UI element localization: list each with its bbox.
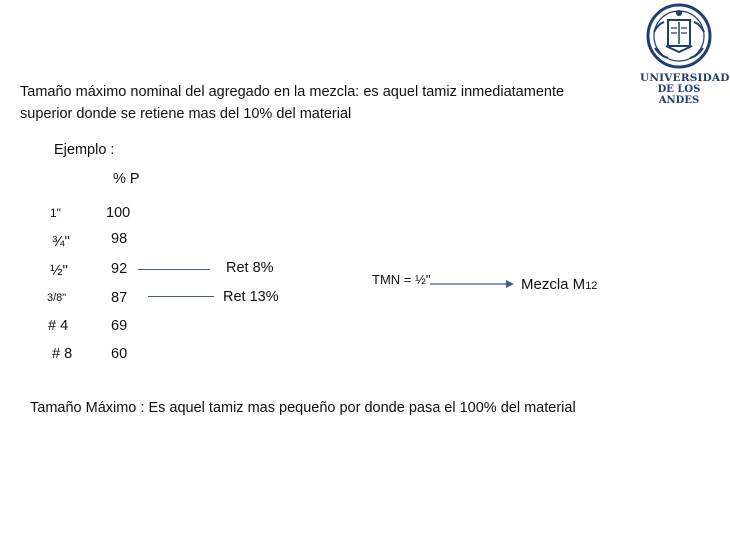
percent-passing-header: % P [113, 171, 140, 187]
tmn-label: TMN = ½" [372, 272, 431, 287]
logo-de-los-andes-text: DE LOS ANDES [657, 84, 701, 106]
mix-label-text: Mezcla M [521, 276, 586, 293]
logo-university-text: UNIVERSIDAD [640, 72, 730, 84]
passing-value-no8: 60 [111, 346, 128, 362]
passing-value-3-4in: 98 [111, 231, 128, 247]
mix-label-subscript: 12 [585, 280, 598, 292]
sieve-size-no4: # 4 [48, 318, 69, 334]
passing-value-no4: 69 [111, 318, 128, 334]
definition-line-1: Tamaño máximo nominal del agregado en la mezcla: es aquel tamiz inmediatamente [20, 84, 565, 100]
definition-line-2: superior donde se retiene mas del 10% del material [20, 106, 352, 122]
retained-label-8: Ret 8% [226, 260, 274, 276]
university-logo [640, 2, 730, 106]
example-label: Ejemplo : [54, 142, 115, 158]
max-size-definition: Tamaño Máximo : Es aquel tamiz mas pequeño por donde pasa el 100% del material [30, 400, 576, 416]
sieve-size-3-4in: ¾" [52, 233, 70, 250]
sieve-size-no8: # 8 [52, 346, 73, 362]
mix-label [521, 276, 597, 293]
sieve-size-1in: 1" [50, 206, 61, 220]
connector-line-1-2in [138, 269, 210, 270]
passing-value-1in: 100 [106, 205, 131, 221]
passing-value-3-8in: 87 [111, 290, 128, 306]
sieve-size-1-2in: ½" [50, 262, 68, 279]
connector-line-3-8in [148, 296, 214, 297]
sieve-size-3-8in: 3/8" [47, 292, 67, 304]
arrow-right-icon [430, 280, 514, 290]
retained-label-13: Ret 13% [223, 289, 279, 305]
university-seal-icon [640, 2, 718, 72]
passing-value-1-2in: 92 [111, 261, 128, 277]
